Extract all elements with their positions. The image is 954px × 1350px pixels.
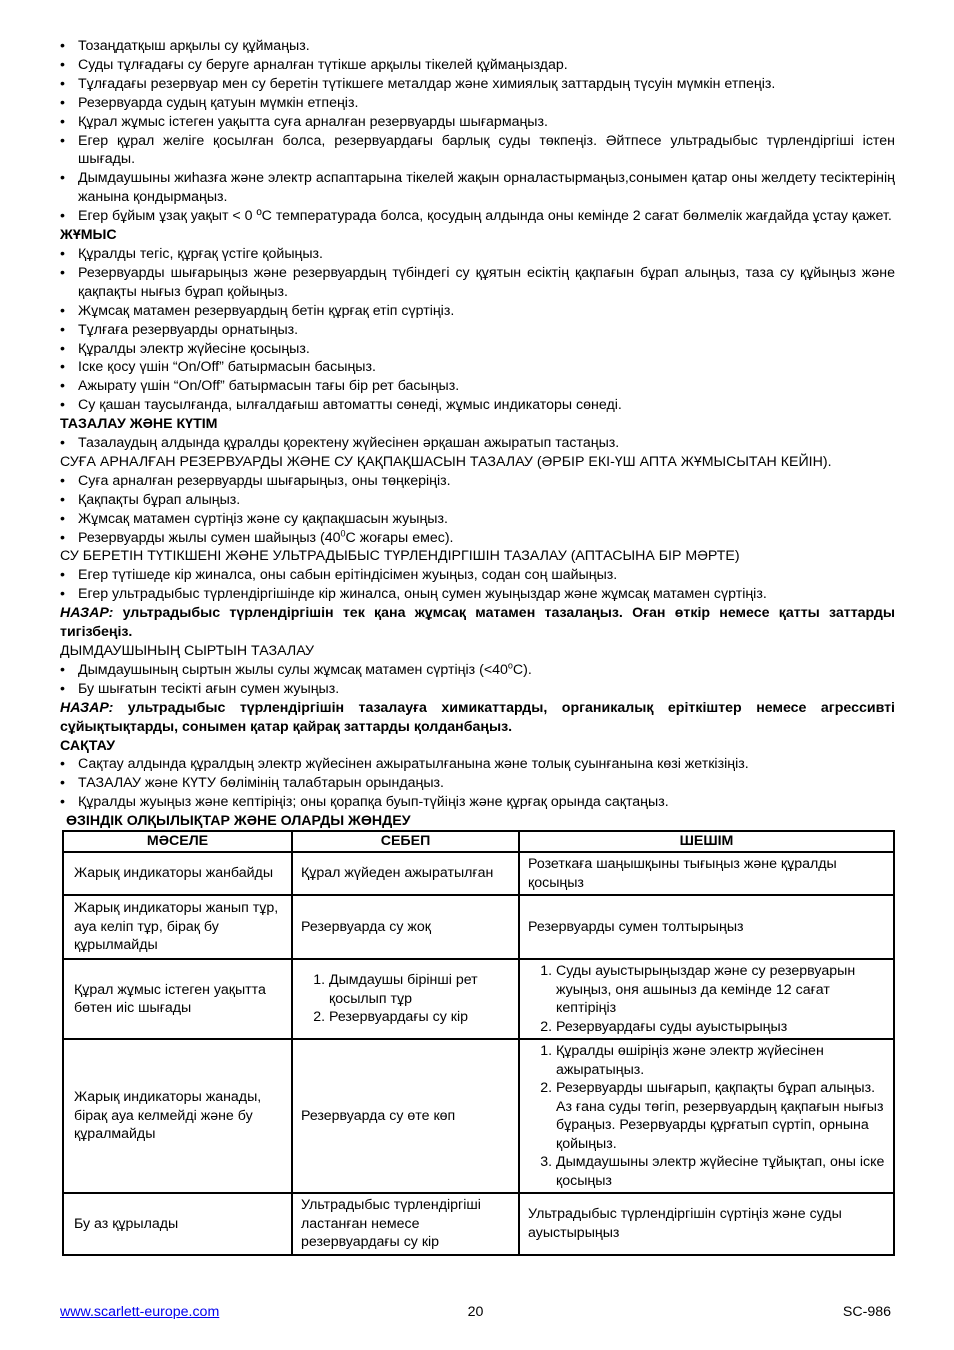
table-row xyxy=(63,895,894,959)
list-item: • Құралды тегіс, құрғақ үстіге қойыңыз. xyxy=(60,245,895,264)
list-item: • Суды тұлғадағы су беруге арналған түтікше арқылы тікелей құймаңыздар. xyxy=(60,56,895,75)
list-item: • Ажырату үшін “On/Off” батырмасын тағы бір рет басыңыз. xyxy=(60,377,895,396)
problem-cell: Құрал жұмыс істеген уақытта бөтен иіс шығады xyxy=(63,959,292,1039)
problem-cell: Жарық индикаторы жанбайды xyxy=(63,852,292,895)
list-item: 2. Резервуардағы суды ауыстырыңыз xyxy=(556,1018,885,1037)
list-item: • Егер ультрадыбыс түрлендіргішінде кір жиналса, оның сумен жуыңыздар және жұмсақ матамен сүртіңіз. xyxy=(60,585,895,604)
cause-cell: Резервуарда су өте көп xyxy=(292,1039,519,1193)
list-item: • ТАЗАЛАУ және КҮТУ бөлімінің талабтарын орындаңыз. xyxy=(60,774,895,793)
storage-list xyxy=(60,755,895,812)
table-row xyxy=(63,1039,894,1193)
list-item: • Су қашан таусылғанда, ылғалдағыш автоматты сөнеді, жұмыс индикаторы сөнеді. xyxy=(60,396,895,415)
problem-cell: Жарық индикаторы жанады, бірақ ауа келмейді және бу құралмайды xyxy=(63,1039,292,1193)
list-item: • Құралды жуыңыз және кептіріңіз; оны қорапқа буып-түйіңіз және құрғақ орында сақтаңыз. xyxy=(60,793,895,812)
list-item: • Егер түтішеде кір жиналса, оны сабын ерітіндісімен жуыңыз, содан соң шайыңыз. xyxy=(60,566,895,585)
solution-cell: Розеткаға шаңышқыны тығыңыз және құралды қосыңыз xyxy=(519,852,894,895)
tank-cleaning-heading: СУҒА АРНАЛҒАН РЕЗЕРВУАРДЫ ЖӘНЕ СУ ҚАҚПАҚШАСЫН ТАЗАЛАУ (ӘРБІР ЕКІ-ҮШ АПТА ЖҰМЫСЫТАН КЕЙІН). xyxy=(60,453,832,470)
page-number: 20 xyxy=(467,1304,484,1320)
list-item: • Жұмсақ матамен резервуардың бетін құрғақ етіп сүртіңіз. xyxy=(60,302,895,321)
list-item: • Тозаңдатқыш арқылы су құймаңыз. xyxy=(60,37,895,56)
column-header: ШЕШІМ xyxy=(519,831,894,852)
troubleshooting-table xyxy=(62,830,895,1256)
table-row xyxy=(63,959,894,1039)
model-number: SC-986 xyxy=(842,1304,891,1320)
column-header: МӘСЕЛЕ xyxy=(63,831,292,852)
text-part: С жоғары емес). xyxy=(345,529,454,546)
table-header-row xyxy=(63,831,894,852)
tube-cleaning-heading: СУ БЕРЕТІН ТҮТІКШЕНІ ЖӘНЕ УЛЬТРАДЫБЫС ТҮРЛЕНДІРГІШІН ТАЗАЛАУ (АПТАСЫНА БІР МӘРТЕ) xyxy=(60,548,740,565)
outer-list xyxy=(60,661,895,699)
list-item: • Іске қосу үшін “On/Off” батырмасын басыңыз. xyxy=(60,358,895,377)
solution-cell: Резервуарды сумен толтырыңыз xyxy=(519,895,894,959)
warning-2 xyxy=(60,699,895,737)
page-content xyxy=(60,37,895,1256)
list-item: 1. Дымдаушы бірінші рет қосылып тұр xyxy=(329,971,510,1008)
tube-list xyxy=(60,566,895,604)
list-item: 1. Суды ауыстырыңыздар және су резервуарын жуыңыз, оня ашыныз да кемінде 12 сағат кептіріңіз xyxy=(556,962,885,1018)
list-item xyxy=(60,661,895,680)
warning-label: НАЗАР: xyxy=(60,605,114,622)
outer-cleaning-heading: ДЫМДАУШЫНЫҢ СЫРТЫН ТАЗАЛАУ xyxy=(60,643,315,659)
superscript: o xyxy=(507,660,513,671)
tank-list xyxy=(60,472,895,548)
page-footer xyxy=(60,1303,891,1323)
list-item: • Қақпақты бұрап алыңыз. xyxy=(60,491,895,510)
solution-cell xyxy=(519,959,894,1039)
list-item: • Резервуарды шығарыңыз және резервуардың түбіндегі су құятын есіктің қақпағын бұрап алыңыз, таза су құйыңыз және қақпақты нығыз бұрап қойыңыз. xyxy=(60,264,895,302)
list-item: • Егер бұйым ұзақ уақыт < 0 ºС температурада болса, қосудың алдында оны кемінде 2 сағат бөлмелік жағдайда ұстау қажет. xyxy=(60,207,895,226)
cause-cell: Ультрадыбыс түрлендіргіші ластанған немесе резервуардағы су кір xyxy=(292,1193,519,1255)
warning-1 xyxy=(60,604,895,642)
solution-list xyxy=(528,962,885,1036)
work-heading: ЖҰМЫС xyxy=(60,227,117,244)
list-item: • Сақтау алдында құралдың электр жүйесінен ажыратылғанына және толық суынғанына көзі жеткізіңіз. xyxy=(60,755,895,774)
work-list xyxy=(60,245,895,415)
list-item: • Жұмсақ матамен сүртіңіз және су қақпақшасын жуыңыз. xyxy=(60,510,895,529)
list-item: • Резервуарда судың қатуын мүмкін етпеңіз. xyxy=(60,94,895,113)
solution-cell xyxy=(519,1039,894,1193)
storage-heading: САҚТАУ xyxy=(60,737,116,754)
list-item: • Тұлғаға резервуарды орнатыңыз. xyxy=(60,321,895,340)
troubleshooting-heading: ӨЗІНДІК ОЛҚЫЛЫҚТАР ЖӘНЕ ОЛАРДЫ ЖӨНДЕУ xyxy=(66,813,411,830)
list-item: • Егер құрал желіге қосылған болса, резервуардағы барлық суды төкпеңіз. Әйтпесе ультрадыбыс түрлендіргіші істен шығады. xyxy=(60,132,895,170)
cause-cell: Резервуарда су жоқ xyxy=(292,895,519,959)
cause-cell: Құрал жүйеден ажыратылған xyxy=(292,852,519,895)
problem-cell: Жарық индикаторы жанып тұр, ауа келіп тұр, бірақ бу құрылмайды xyxy=(63,895,292,959)
warning-text: ультрадыбыс түрлендіргішін тазалауға химикаттарды, органикалық еріткіштер немесе агрессивті сұйықтықтарды, сонымен қатар қайрақ заттарды қолданбаңыз. xyxy=(60,699,895,735)
text-part: С). xyxy=(512,661,532,678)
list-item xyxy=(60,529,895,548)
list-item: 1. Құралды өшіріңіз және электр жүйесінен ажыратыңыз. xyxy=(556,1042,885,1079)
intro-list xyxy=(60,37,895,226)
superscript: 0 xyxy=(340,527,346,538)
care-list xyxy=(60,434,895,453)
list-item: 2. Резервуарды шығарып, қақпақты бұрап алыңыз. Аз ғана суды төгіп, резервуардың қақпағын нығыз бұраңыз. Резервуарды құрғатып сүртіп, орнына қойыңыз. xyxy=(556,1079,885,1153)
list-item: 2. Резервуардағы су кір xyxy=(329,1008,510,1027)
text-part: Резервуарды жылы сумен шайыңыз (40 xyxy=(78,529,341,546)
column-header: СЕБЕП xyxy=(292,831,519,852)
table-row xyxy=(63,1193,894,1255)
solution-list xyxy=(528,1042,885,1190)
cause-list xyxy=(301,971,510,1027)
website-link[interactable]: www.scarlett-europe.com xyxy=(60,1304,220,1320)
list-item: • Бу шығатын тесікті ағын сумен жуыңыз. xyxy=(60,680,895,699)
cause-cell xyxy=(292,959,519,1039)
care-heading: ТАЗАЛАУ ЖӘНЕ КҮТІМ xyxy=(60,416,218,433)
list-item: • Суға арналған резервуарды шығарыңыз, оны төңкеріңіз. xyxy=(60,472,895,491)
list-item: • Тазалаудың алдында құралды қоректену жүйесінен әрқашан ажыратып тастаңыз. xyxy=(60,434,895,453)
warning-label: НАЗАР: xyxy=(60,699,114,716)
list-item: • Дымдаушыны жиһазға және электр аспаптарына тікелей жақын орналастырмаңыз,сонымен қатар оны желдету тесіктерінің жанына қондырмаңыз. xyxy=(60,169,895,207)
table-row xyxy=(63,852,894,895)
warning-text: ультрадыбыс түрлендіргішін тек қана жұмсақ матамен тазалаңыз. Оған өткір немесе қатты заттарды тигізбеңіз. xyxy=(60,605,895,641)
problem-cell: Бу аз құрылады xyxy=(63,1193,292,1255)
list-item: 3. Дымдаушыны электр жүйесіне тұйықтап, оны іске қосыңыз xyxy=(556,1153,885,1190)
text-part: Дымдаушының сыртын жылы сулы жұмсақ матамен сүртіңіз (<40 xyxy=(78,661,508,678)
list-item: • Құралды электр жүйесіне қосыңыз. xyxy=(60,340,895,359)
list-item: • Құрал жұмыс істеген уақытта суға арналған резервуарды шығармаңыз. xyxy=(60,113,895,132)
list-item: • Тұлғадағы резервуар мен су беретін түтікшеге металдар және химиялық заттардың түсуін мүмкін етпеңіз. xyxy=(60,75,895,94)
solution-cell: Ультрадыбыс түрлендіргішін сүртіңіз және суды ауыстырыңыз xyxy=(519,1193,894,1255)
